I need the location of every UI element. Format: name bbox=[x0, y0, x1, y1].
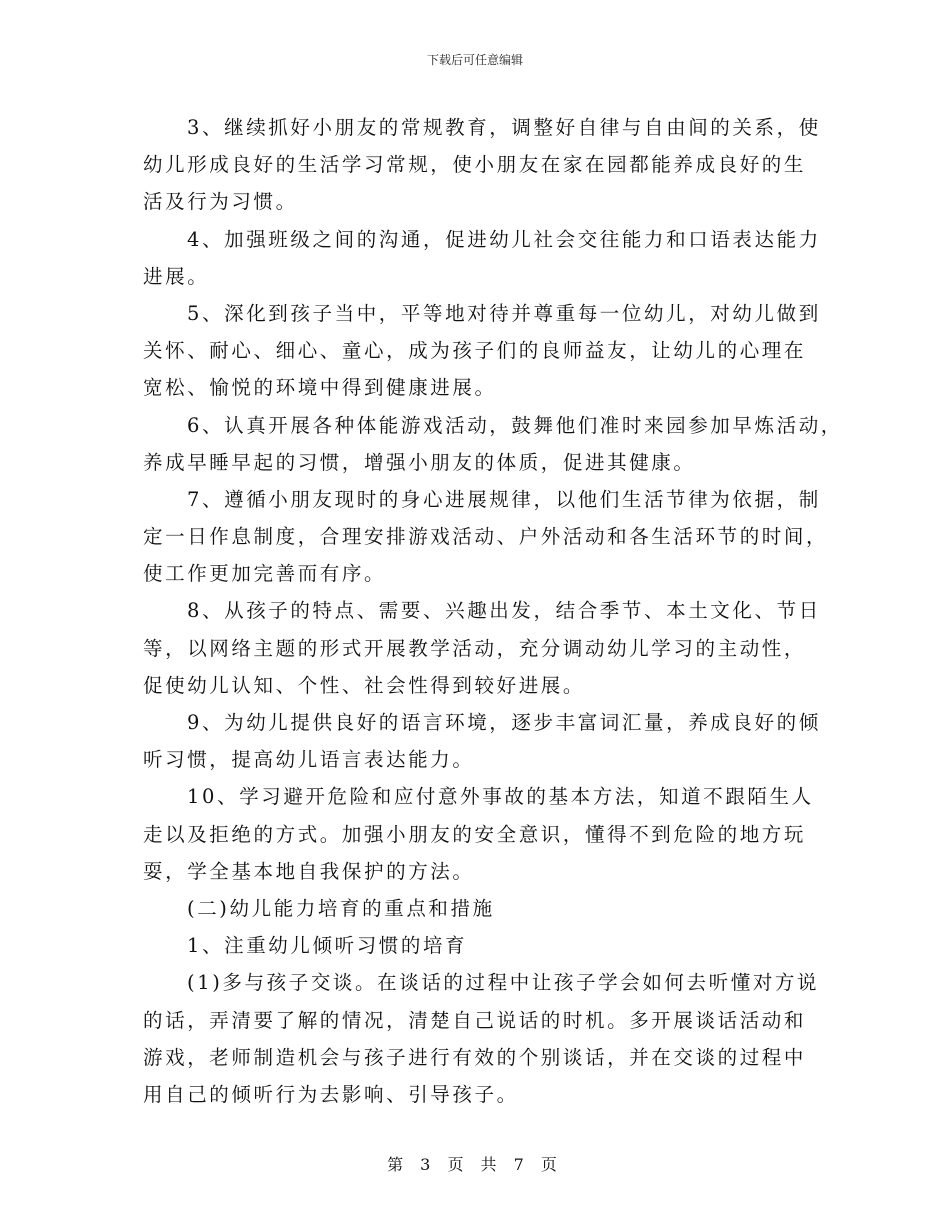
text-line: 的话，弄清要了解的情况，清楚自己说话的时机。多开展谈话活动和 bbox=[143, 1008, 807, 1032]
text-line: (二)幼儿能力培育的重点和措施 bbox=[187, 896, 495, 920]
text-line: 宽松、愉悦的环境中得到健康进展。 bbox=[143, 376, 497, 400]
text-line: 幼儿形成良好的生活学习常规，使小朋友在家在园都能养成良好的生 bbox=[143, 153, 807, 177]
text-line: 促使幼儿认知、个性、社会性得到较好进展。 bbox=[143, 673, 586, 697]
text-line: 9、为幼儿提供良好的语言环境，逐步丰富词汇量，养成良好的倾 bbox=[187, 711, 821, 734]
text-line: 游戏，老师制造机会与孩子进行有效的个别谈话，并在交谈的过程中 bbox=[143, 1045, 807, 1069]
text-line: 进展。 bbox=[143, 264, 210, 288]
text-line: 听习惯，提高幼儿语言表达能力。 bbox=[143, 748, 475, 772]
text-line: 3、继续抓好小朋友的常规教育，调整好自律与自由间的关系，使 bbox=[187, 116, 821, 139]
document-body bbox=[143, 109, 843, 1113]
text-line: 走以及拒绝的方式。加强小朋友的安全意识，懂得不到危险的地方玩 bbox=[143, 822, 807, 846]
page-number: 第 3 页 共 7 页 bbox=[387, 1155, 563, 1174]
text-line: (1)多与孩子交谈。在谈话的过程中让孩子学会如何去听懂对方说 bbox=[187, 971, 820, 995]
text-line: 5、深化到孩子当中，平等地对待并尊重每一位幼儿，对幼儿做到 bbox=[187, 301, 821, 325]
text-line: 养成早睡早起的习惯，增强小朋友的体质，促进其健康。 bbox=[143, 450, 696, 474]
text-line: 用自己的倾听行为去影响、引导孩子。 bbox=[143, 1082, 519, 1106]
text-line: 6、认真开展各种体能游戏活动，鼓舞他们准时来园参加早炼活动， bbox=[187, 413, 843, 437]
text-line: 等，以网络主题的形式开展教学活动，充分调动幼儿学习的主动性， bbox=[143, 636, 807, 660]
text-line: 定一日作息制度，合理安排游戏活动、户外活动和各生活环节的时间， bbox=[143, 525, 829, 549]
page-header-note: 下载后可任意编辑 bbox=[426, 53, 523, 67]
text-line: 关怀、耐心、细心、童心，成为孩子们的良师益友，让幼儿的心理在 bbox=[143, 339, 807, 363]
text-line: 4、加强班级之间的沟通，促进幼儿社会交往能力和口语表达能力 bbox=[187, 227, 821, 251]
text-line: 10、学习避开危险和应付意外事故的基本方法，知道不跟陌生人 bbox=[187, 785, 814, 809]
text-line: 使工作更加完善而有序。 bbox=[143, 562, 387, 586]
text-line: 耍，学全基本地自我保护的方法。 bbox=[143, 859, 475, 883]
text-line: 8、从孩子的特点、需要、兴趣出发，结合季节、本土文化、节日 bbox=[187, 599, 821, 623]
text-line: 7、遵循小朋友现时的身心进展规律，以他们生活节律为依据，制 bbox=[187, 487, 821, 511]
text-line: 活及行为习惯。 bbox=[143, 190, 298, 214]
text-line: 1、注重幼儿倾听习惯的培育 bbox=[187, 934, 468, 958]
